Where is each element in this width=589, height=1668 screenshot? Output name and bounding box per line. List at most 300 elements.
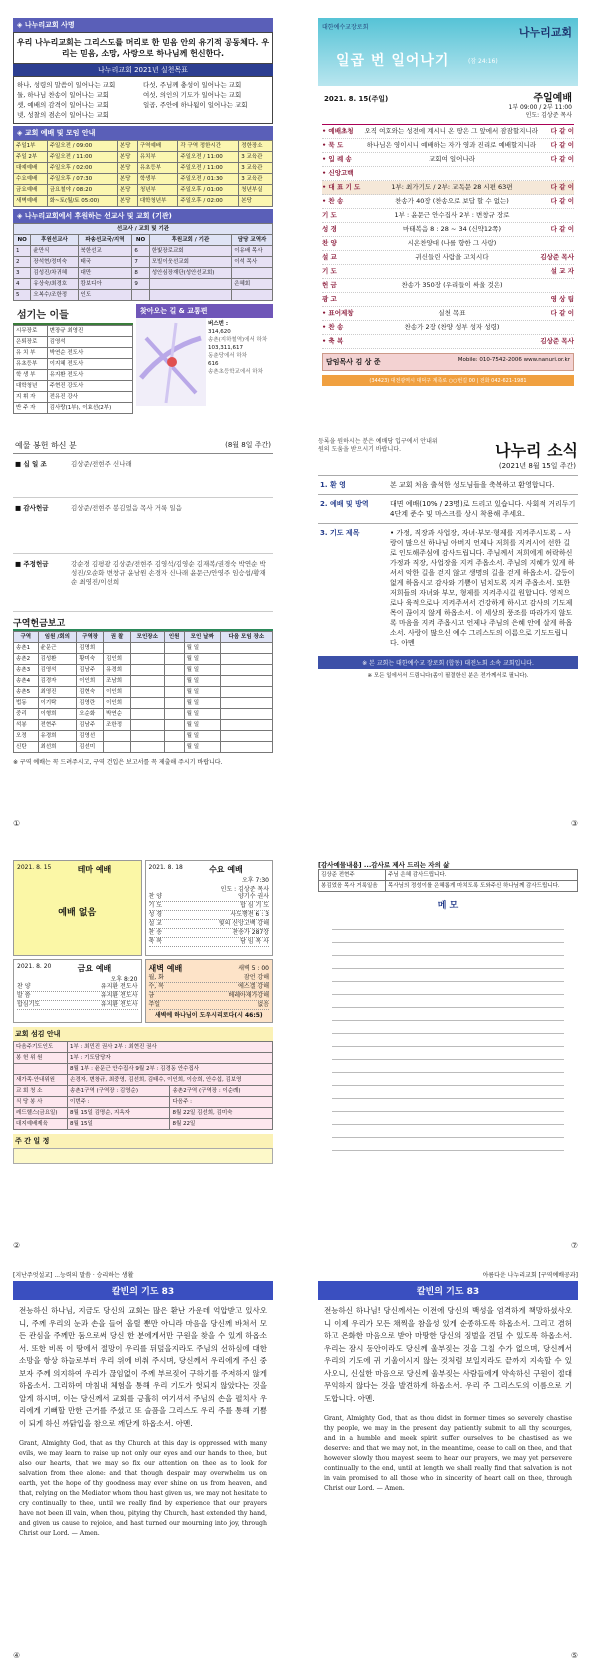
offering-type: ■ 감사헌금 [15,504,49,512]
news-item [318,475,578,494]
support-cell: 한빛장로교회 [149,246,231,257]
support-cell: 인도 [78,290,132,301]
worship-row [14,141,273,152]
worship-cell: 본당 [117,141,137,152]
worship-row [14,196,273,207]
order-label: • 묵 도 [322,141,344,149]
line-label: 말 씀 [17,992,31,999]
thanks-cell: 봉김었음 목사 거룩일음 [319,881,386,892]
order-content: 귀신들린 사람을 고치시다 [415,253,489,261]
service-leader: 인도: 김상준 목사 [525,112,572,119]
worship-cell: 주일오후 / 07:30 [47,174,117,185]
order-content: 찬송가 2장 (찬양 성부 성자 성령) [404,323,500,331]
bus-route: 314,620 [208,329,231,335]
report-cell: 월 일 [184,687,220,698]
order-item [322,153,574,167]
page-8-prayer [318,1270,578,1660]
card-line [149,974,270,983]
order-person: 다 같 이 [550,309,574,317]
report-cell: 김남주 [77,665,104,676]
worship-cell: 본당 [117,196,137,207]
worship-cell: 주일오후 / 01:00 [178,185,239,196]
order-content: 1부 : 윤문근 안수집사 2부 : 변창규 장로 [394,211,510,219]
line-label: 합심기도 [17,1001,41,1008]
line-value: 베레아재가강해 [228,992,269,999]
worship-cell: 각 구역 정한시간 [178,141,239,152]
order-content [374,169,530,178]
support-cell [232,268,273,279]
support-cell: 모빌이웃선교회 [149,257,231,268]
report-cell [220,742,272,753]
support-heading: ◈ 나누리교회에서 후원하는 선교사 및 교회 (기관) [13,209,273,223]
motto-verse: (잠 24:16) [468,58,498,65]
news-label: 1. 환 영 [320,481,346,489]
offering-row [13,454,273,498]
memo-line [332,1021,564,1034]
support-cell: 4 [14,279,31,290]
memo-line [332,982,564,995]
support-cell: 김성진/차귀혜 [31,268,78,279]
line-label: 기 도 [148,902,162,909]
worship-cell: 주일오전 / 01:30 [178,174,239,185]
support-cell: 이유배 목사 [232,246,273,257]
guide-label: 교 회 청 소 [14,1086,68,1097]
worship-cell: 주일1부 [14,141,48,152]
card-line [149,938,270,947]
order-content: 하나님은 영이시니 예배하는 자가 영과 진리로 예배할지니라 [366,141,537,149]
line-label: 수, 목 [148,983,164,990]
card-line [149,1001,270,1010]
date-row [318,86,578,104]
thanks-heading: [감사예물내용] ...감사로 제사 드리는 자의 삶 [318,861,450,869]
worship-row [14,185,273,196]
report-row [14,742,273,753]
support-cell: 오복수/조한정 [31,290,78,301]
support-cell: 9 [132,279,149,290]
report-cell: 이인희 [104,698,131,709]
order-person: 다 같 이 [550,155,574,163]
offering-header [13,438,273,454]
card-line [149,929,270,938]
memo-line [332,1047,564,1060]
worship-cell: 주일오후 / 02:00 [178,196,239,207]
report-cell: 월 일 [184,731,220,742]
order-person: 다 같 이 [550,141,574,149]
order-label: • 표어제창 [322,309,354,317]
guide-label: 다음주기도인도 [14,1042,68,1053]
order-person [530,211,574,220]
guide-value: 8월 1부 : 윤문근 안수집사 9월 2부 : 김경동 안수집사 [68,1064,273,1075]
support-cell: 3 [14,268,31,279]
guide-row [14,1042,273,1053]
support-cell [232,290,273,301]
report-cell [220,698,272,709]
card-date: 2021. 8. 18 [148,864,183,871]
line-value: 잠언 강해 [243,974,269,981]
line-value: 유지환 전도사 [100,992,138,999]
guide-value: 8월 15일 [68,1119,170,1130]
worship-cell: 청년부실 [239,185,273,196]
order-content: 오직 여호와는 성전에 계시니 온 땅은 그 앞에서 잠잠할지니라 [364,127,539,135]
report-cell [220,665,272,676]
worship-cell: 주일오전 / 11:00 [178,152,239,163]
thanks-cell: 김상준 전현주 [319,870,386,881]
report-cell: 윤문근 [38,643,77,654]
report-cell [130,687,164,698]
guide-label: 레드헬스(금요일) [14,1108,68,1119]
report-cell: 김성환 [38,654,77,665]
bus-route: 616 [208,361,219,367]
worship-cell: 유초등부 [137,163,178,174]
line-value: 양기수 권사 [238,893,269,900]
news-date: (2021년 8월 15일 주간) [498,462,576,470]
line-label: 주일 [148,1001,161,1008]
support-cell: 장석현/정미숙 [31,257,78,268]
report-cell: 월 일 [184,643,220,654]
card-line [149,983,270,992]
worship-cell: 본당 [239,196,273,207]
report-cell: 최선희 [38,742,77,753]
bus-note: 동춘당에서 하차 [208,353,247,359]
memo-line [332,1073,564,1086]
worship-cell: 3 교육관 [239,174,273,185]
report-row [14,720,273,731]
support-cell: 7 [132,257,149,268]
report-cell: 법동 [14,698,39,709]
dawn-service-card [145,959,274,1023]
guide-value: 8월 15일 김명순, 지옥자 [68,1108,170,1119]
map-heading: 찾아오는 길 & 교통편 [136,304,273,318]
memo-line [332,1034,564,1047]
church-name: 나누리교회 [518,26,572,39]
report-cell: 김남주 [77,720,104,731]
banner [318,18,578,86]
card-line [149,911,270,920]
memo-line [332,917,564,930]
memo-title: 메 모 [437,901,459,911]
report-cell: 송촌5 [14,687,39,698]
offering-names: 강순경 김평광 김상준/전현주 김영석/김영순 김재복/권경숙 박연순 박성진/오순화 변창규 윤남원 손경자 신나래 윤문근/안영주 임승섭/황재순 최영진/이선희 [71,560,266,586]
guide-value: 이번주 : [68,1097,170,1108]
support-cell: 태국 [78,257,132,268]
report-cell: 이기탁 [38,698,77,709]
worship-cell: 본당 [117,185,137,196]
memo-line [332,930,564,943]
report-cell: 조남희 [104,676,131,687]
page-5-schedule [13,860,273,1250]
card-title: 금요 예배 [77,964,112,973]
staff-cell: 시무장로 [14,326,48,337]
report-cell [220,676,272,687]
staff-cell: 이지혜 전도사 [47,359,132,370]
wednesday-service-card [145,860,274,956]
location-map [136,318,206,406]
report-cell [164,687,184,698]
line-value: 사도행전 6 : 3 [230,911,269,918]
staff-cell: 유지환 전도사 [47,370,132,381]
staff-row [14,348,133,359]
support-table [13,223,273,301]
order-item [322,167,574,181]
report-cell: 이형희 [38,709,77,720]
staff-cell: 김영석 [47,337,132,348]
goals-left [17,80,143,120]
staff-cell: 변장규 최영진 [47,326,132,337]
support-col-header: 담당 교역자 [232,235,273,246]
mission-heading: ◈ 나누리교회 사명 [13,18,273,32]
order-person: 김상준 목사 [540,337,574,345]
worship-cell: 본당 [117,152,137,163]
card-date: 2021. 8. 20 [17,963,52,970]
memo-line [332,995,564,1008]
report-cell [164,654,184,665]
support-cell: 윤만식 [31,246,78,257]
report-cell [164,709,184,720]
order-item [322,251,574,265]
denomination-footer: ※ 본 교회는 대한예수교 장로회 (합동) 대전노회 소속 교회입니다. [318,656,578,669]
report-col-header: 구역 [14,632,39,643]
prayer-title: 칼빈의 기도 83 [318,1281,578,1300]
line-label: 금 [148,992,155,999]
card-leader: 인도 : 김상준 목사 [220,886,269,893]
order-item [322,293,574,307]
prayer-title: 칼빈의 기도 83 [13,1281,273,1300]
support-cell: 성안심장재단(성안선교회) [149,268,231,279]
card-time: 오후 8:20 [110,976,138,983]
report-cell: 이인희 [77,676,104,687]
news-label: 2. 예배 및 방역 [320,500,369,508]
order-person [530,239,574,248]
order-label: • 입 례 송 [322,155,352,163]
order-content: 1부: 최가기도 / 2부: 교독문 28 시편 63편 [391,183,513,191]
offering-type: ■ 주정헌금 [15,560,49,568]
report-cell: 유경희 [38,731,77,742]
memo-lines [318,917,578,1151]
page-number: ⑤ [570,1651,578,1660]
staff-row [14,337,133,348]
report-cell: 월 일 [184,676,220,687]
page-6-memo [318,860,578,1250]
support-col-header: NO [132,235,149,246]
staff-cell: 은퇴장로 [14,337,48,348]
guide-value: 다음주 : [170,1097,273,1108]
no-service-label: 예배 없음 [58,908,97,918]
offering-row [13,498,273,554]
page-number: ④ [13,1651,21,1660]
guide-label: 봉 헌 위 원 [14,1053,68,1064]
service-cards [13,860,273,1023]
worship-heading: ◈ 교회 예배 및 모임 안내 [13,126,273,140]
map-section [136,304,273,414]
report-cell: 김현숙 [77,687,104,698]
guide-value: 8월 22일 김선희, 김미숙 [170,1108,273,1119]
guide-row [14,1075,273,1086]
order-label: 기 도 [322,267,337,275]
mission-statement: 우리 나누리교회는 그리스도를 머리로 한 믿음 안의 유기적 공동체다. 우리는 믿음, 소망, 사랑으로 하나님께 헌신한다. [13,32,273,64]
worship-cell: 3 교육관 [239,152,273,163]
memo-line [332,1125,564,1138]
page-3-offerings [13,438,273,828]
report-cell: 중리 [14,709,39,720]
goal-heading: 나누리교회 2021년 실천목표 [13,64,273,76]
report-cell: 전현주 [38,720,77,731]
report-cell: 김인희 [104,654,131,665]
card-lines [149,974,270,1010]
report-cell [130,654,164,665]
report-cell [130,742,164,753]
report-cell [164,676,184,687]
guide-label: 식 당 봉 사 [14,1097,68,1108]
guide-label [14,1064,68,1075]
offering-title: 예물 봉헌 하신 분 [15,441,77,450]
friday-service-card [13,959,142,1023]
guide-value: 손경자, 변창규, 최중영, 김선희, 김태수, 이인희, 이승희, 안수섭, 김보영 [68,1075,273,1086]
support-cell [149,279,231,290]
goal-item: 셋, 예배의 감격이 일어나는 교회 [17,101,109,109]
report-col-header: 권 찰 [104,632,131,643]
worship-cell: 주일 2부 [14,152,48,163]
page-7-prayer [13,1270,273,1660]
staff-row [14,326,133,337]
report-cell: 박연순 [104,709,131,720]
guide-label: 대지예배제육 [14,1119,68,1130]
prayer-top [318,1270,578,1279]
worship-cell: 대예예배 [14,163,48,174]
staff-heading: 섬기는 이들 [13,304,133,325]
bus-heading: 버스번 : [208,321,229,327]
support-cell: 2 [14,257,31,268]
staff-row [14,359,133,370]
report-col-header: 인원 [164,632,184,643]
support-row [14,279,273,290]
order-label: 성 경 [322,225,337,233]
worship-cell: 구역예배 [137,141,178,152]
report-cell: 김영석 [38,665,77,676]
report-row [14,654,273,665]
order-person [530,323,574,332]
report-cell: 신탄 [14,742,39,753]
service-guide-table [13,1041,273,1130]
staff-cell: 유 치 부 [14,348,48,359]
order-label: 광 고 [322,295,337,303]
support-row [14,246,273,257]
offering-row [13,554,273,612]
report-cell: 월 일 [184,709,220,720]
staff-row [14,370,133,381]
line-label: 성 경 [148,911,162,918]
staff-section [13,304,133,414]
worship-row [14,152,273,163]
worship-table [13,140,273,207]
page-number: ② [13,1241,21,1250]
report-cell [104,731,131,742]
support-cell [149,290,231,301]
report-cell: 김경자 [38,676,77,687]
worship-cell: 주일오후 / 02:00 [47,163,117,174]
goal-item: 둘, 하나님 찬송이 일어나는 교회 [17,91,109,99]
staff-cell: 학 생 부 [14,370,48,381]
memo-line [332,1138,564,1151]
offering-type: ■ 십 일 조 [15,460,47,468]
order-content: 교회여 일어나라 [428,155,476,163]
order-item [322,307,574,321]
line-label: 찬 양 [17,983,31,990]
line-label: 월, 화 [148,974,164,981]
report-cell: 월 일 [184,720,220,731]
worship-cell: 본당 [117,174,137,185]
report-row [14,698,273,709]
order-content [374,267,530,276]
news-header [318,438,578,461]
report-cell [104,643,131,654]
report-cell: 석봉 [14,720,39,731]
memo-line [332,1060,564,1073]
guide-row [14,1119,273,1130]
goal-item: 여섯, 의인의 기도가 일어나는 교회 [143,91,242,99]
worship-cell: 금요철야 / 08:20 [47,185,117,196]
bus-note: 송촌초등학교에서 하차 [208,369,263,375]
guide-row [14,1086,273,1097]
guide-row [14,1097,273,1108]
line-value: 유지환 전도사 [100,983,138,990]
guide-label: 새가족·안내위원 [14,1075,68,1086]
staff-cell: 지 휘 자 [14,392,48,403]
bus-info [206,318,273,406]
report-cell: 월 일 [184,665,220,676]
report-row [14,731,273,742]
page-4-news [318,438,578,828]
order-label: 기 도 [322,211,337,219]
line-value: 없음 [257,1001,269,1008]
order-label: • 찬 송 [322,323,344,331]
report-cell: 송촌4 [14,676,39,687]
goal-item: 일곱, 주안에 하나됨이 일어나는 교회 [143,101,248,109]
weekly-schedule-title: 주 간 일 정 [13,1134,273,1148]
memo-line [332,969,564,982]
line-value: 합 심 기 도 [240,902,269,909]
report-cell [130,698,164,709]
card-line [149,920,270,929]
order-of-worship [322,124,574,349]
support-cell: 5 [14,290,31,301]
guide-value: 8월 22일 [170,1119,273,1130]
card-line [17,1001,138,1010]
order-label: • 축 복 [322,337,344,345]
worship-cell: 학생부 [137,174,178,185]
motto: 일곱 번 일어나기 [336,53,450,69]
support-col-header: NO [14,235,31,246]
card-line [149,992,270,1001]
service-guide-title: 교회 섬김 안내 [13,1027,273,1041]
staff-cell: 김사랑(1부), 이효선(2부) [47,403,132,414]
report-cell [164,698,184,709]
support-col-header: 후원교회 / 기관 [149,235,231,246]
news-label: 3. 기도 제목 [320,529,360,537]
support-row [14,268,273,279]
support-row [14,290,273,301]
support-cell: 8 [132,268,149,279]
order-label: 헌 금 [322,281,337,289]
prayer-korean: 전능하신 하나님! 당신께서는 이전에 당신의 백성을 엄격하게 책망하셨사오니 이제 우리가 모든 채찍을 참을성 있게 순종하도록 하옵소서. 그리고 겸허하고 온화한 마음으로 받아 마땅한 당신의 징벌을 견딜 수 있도록 하옵소서. 우리는 잠시 동안이라도 당신께 울부짖는 것을 그칠 수가 없으며, 당신께서 우리의 기도에 귀 기울이시지 않는 것처럼 보일지라도 끝까지 지속할 수 있사오니, 신실한 마음으로 당신께 울부짖는 사람들에게 약속하신 구원이 절대 무익하지 않다는 것을 발견하게 하옵소서. 우리 주 그리스도의 이름으로 기도합니다. 아멘. [324,1306,572,1403]
staff-row [14,381,133,392]
order-person: 설 교 자 [550,267,574,275]
offering-week: (8월 8일 주간) [225,441,271,449]
report-col-header: 임원 /회의 [38,632,77,643]
report-cell: 김영란 [77,698,104,709]
thanks-cell: 주님 은혜 감사드립니다. [386,870,578,881]
worship-cell: 주일오전 / 11:00 [178,163,239,174]
worship-cell: 본당 [117,163,137,174]
